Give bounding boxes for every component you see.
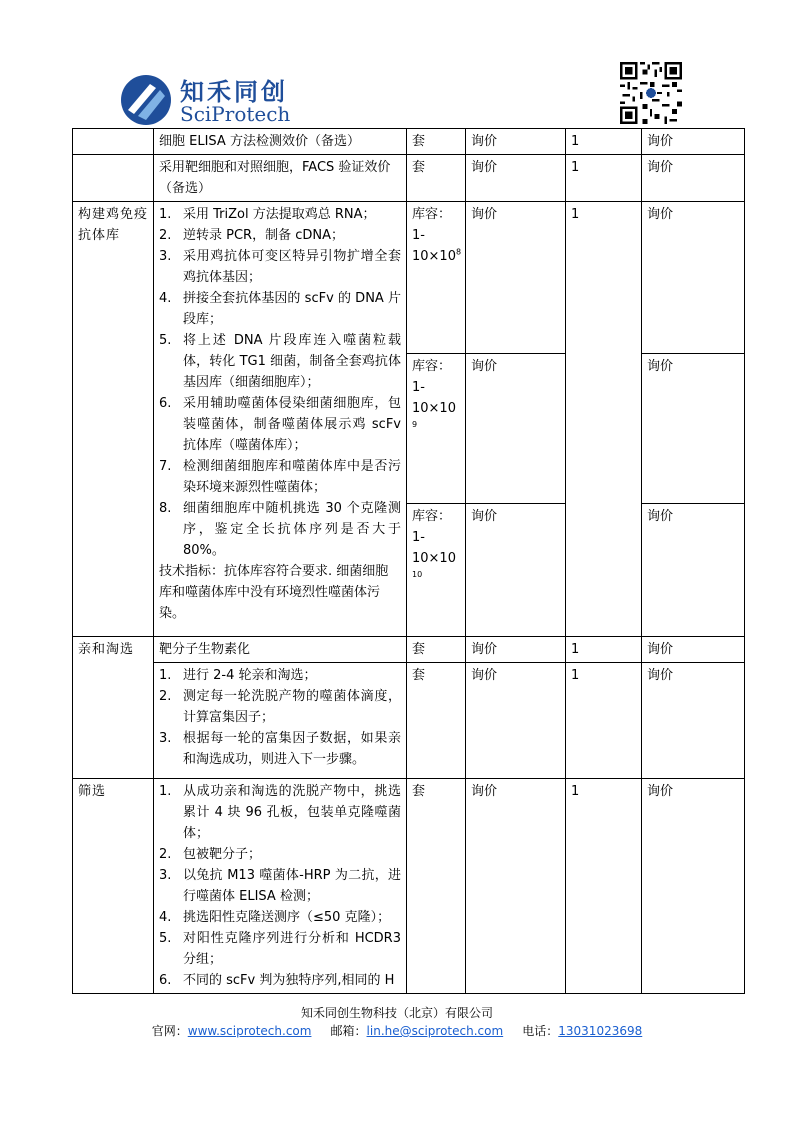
- step-text: 对阳性克隆序列进行分析和 HCDR3 分组；: [183, 931, 401, 967]
- step-text: 测定每一轮洗脱产物的噬菌体滴度，计算富集因子；: [183, 689, 401, 725]
- list-item: [159, 393, 401, 456]
- capacity-exponent: 8: [455, 247, 462, 257]
- step-text: 逆转录 PCR，制备 cDNA；: [183, 228, 344, 243]
- step-text: 将上述 DNA 片段库连入噬菌粒载体，转化 TG1 细菌，制备全套鸡抗体基因库（细菌细胞库）；: [183, 333, 401, 390]
- category-cell: [73, 129, 154, 155]
- logo-english-name: SciProtech: [180, 102, 291, 126]
- step-number: 8.: [159, 501, 172, 516]
- step-text: 以兔抗 M13 噬菌体-HRP 为二抗，进行噬菌体 ELISA 检测；: [183, 868, 401, 904]
- price-cell: 询价: [466, 637, 566, 663]
- price-cell: 询价: [466, 202, 566, 354]
- unit-cell: 套: [407, 155, 466, 202]
- step-number: 3.: [159, 249, 172, 264]
- list-item: [159, 665, 401, 686]
- capacity-exponent: 9: [412, 420, 418, 429]
- category-cell: [73, 155, 154, 202]
- unit-cell: 套: [407, 779, 466, 994]
- step-number: 3.: [159, 731, 172, 746]
- step-number: 7.: [159, 459, 172, 474]
- total-cell: 询价: [642, 637, 745, 663]
- list-item: [159, 686, 401, 728]
- table-row: [73, 663, 745, 779]
- step-text: 进行 2-4 轮亲和淘选；: [183, 668, 317, 683]
- price-cell: 询价: [466, 129, 566, 155]
- phone-link[interactable]: 13031023698: [558, 1024, 643, 1038]
- footer-company: 知禾同创生物科技（北京）有限公司: [300, 1006, 493, 1020]
- panning-steps-list: [159, 665, 401, 770]
- item-cell: [154, 779, 407, 994]
- qty-cell: 1: [566, 779, 642, 994]
- item-cell: [154, 663, 407, 779]
- step-text: 检测细菌细胞库和噬菌体库中是否污染环境来源烈性噬菌体；: [183, 459, 401, 495]
- step-number: 2.: [159, 847, 172, 862]
- step-number: 2.: [159, 689, 172, 704]
- category-cell: 筛选: [73, 779, 154, 994]
- total-cell: 询价: [642, 779, 745, 994]
- item-cell: [154, 202, 407, 637]
- unit-cell: 套: [407, 637, 466, 663]
- step-text: 根据每一轮的富集因子数据，如果亲和淘选成功，则进入下一步骤。: [183, 731, 401, 767]
- total-cell: 询价: [642, 202, 745, 354]
- step-number: 5.: [159, 931, 172, 946]
- site-label: 官网：: [151, 1024, 188, 1038]
- unit-cell: 套: [407, 663, 466, 779]
- list-item: [159, 246, 401, 288]
- table-row: [73, 155, 745, 202]
- list-item: [159, 288, 401, 330]
- step-number: 6.: [159, 973, 172, 988]
- list-item: [159, 225, 401, 246]
- step-number: 1.: [159, 668, 172, 683]
- capacity-text: 库容：1-10×10: [412, 359, 456, 416]
- list-item: [159, 907, 401, 928]
- item-cell: 采用靶细胞和对照细胞，FACS 验证效价（备选）: [154, 155, 407, 202]
- step-number: 4.: [159, 291, 172, 306]
- list-item: [159, 728, 401, 770]
- price-cell: 询价: [466, 354, 566, 504]
- total-cell: 询价: [642, 155, 745, 202]
- total-cell: 询价: [642, 663, 745, 779]
- price-cell: 询价: [466, 504, 566, 637]
- category-cell: 亲和淘选: [73, 637, 154, 779]
- tel-label: 电话：: [522, 1024, 559, 1038]
- website-link[interactable]: www.sciprotech.com: [187, 1024, 312, 1038]
- step-text: 挑选阳性克隆送测序（≤50 克隆）；: [183, 910, 391, 925]
- step-text: 细菌细胞库中随机挑选 30 个克隆测序，鉴定全长抗体序列是否大于 80%。: [183, 501, 401, 558]
- list-item: [159, 330, 401, 393]
- qty-cell: 1: [566, 663, 642, 779]
- capacity-text: 库容：1-10×10: [412, 207, 456, 264]
- price-cell: 询价: [466, 663, 566, 779]
- list-item: [159, 781, 401, 844]
- capacity-cell: [407, 202, 466, 354]
- category-cell: 构建鸡免疫抗体库: [73, 202, 154, 637]
- step-text: 包被靶分子；: [183, 847, 262, 862]
- list-item: [159, 456, 401, 498]
- qty-cell: 1: [566, 202, 642, 637]
- step-text: 采用 TriZol 方法提取鸡总 RNA；: [183, 207, 376, 222]
- capacity-cell: [407, 354, 466, 504]
- step-text: 采用辅助噬菌体侵染细菌细胞库，包装噬菌体，制备噬菌体展示鸡 scFv 抗体库（噬菌体库）；: [183, 396, 401, 453]
- qty-cell: 1: [566, 129, 642, 155]
- footer-contact: [0, 1022, 794, 1039]
- qty-cell: 1: [566, 155, 642, 202]
- step-text: 拼接全套抗体基因的 scFv 的 DNA 片段库；: [183, 291, 401, 327]
- capacity-exponent: 10: [412, 570, 423, 579]
- list-item: [159, 204, 401, 225]
- tech-note: 技术指标：抗体库容符合要求. 细菌细胞库和噬菌体库中没有环境烈性噬菌体污染。: [159, 564, 389, 621]
- step-number: 6.: [159, 396, 172, 411]
- price-cell: 询价: [466, 155, 566, 202]
- logo-chinese-name: 知禾同创: [180, 78, 288, 106]
- email-link[interactable]: lin.he@sciprotech.com: [366, 1024, 504, 1038]
- capacity-cell: [407, 504, 466, 637]
- step-number: 1.: [159, 207, 172, 222]
- price-cell: 询价: [466, 779, 566, 994]
- item-cell: 靶分子生物素化: [154, 637, 407, 663]
- qr-code-icon: [620, 62, 682, 124]
- total-cell: 询价: [642, 129, 745, 155]
- list-item: [159, 928, 401, 970]
- list-item: [159, 498, 401, 561]
- table-row: [73, 202, 745, 354]
- unit-cell: 套: [407, 129, 466, 155]
- library-steps-list: [159, 204, 401, 561]
- table-row: [73, 129, 745, 155]
- list-item: [159, 865, 401, 907]
- step-number: 3.: [159, 868, 172, 883]
- company-logo: [118, 68, 291, 130]
- step-number: 2.: [159, 228, 172, 243]
- logo-mark-icon: [120, 74, 172, 126]
- step-number: 1.: [159, 784, 172, 799]
- step-text: 采用鸡抗体可变区特异引物扩增全套鸡抗体基因；: [183, 249, 401, 285]
- table-row: [73, 779, 745, 994]
- step-text: 不同的 scFv 判为独特序列,相同的 H: [183, 973, 395, 988]
- total-cell: 询价: [642, 354, 745, 504]
- qty-cell: 1: [566, 637, 642, 663]
- item-cell: 细胞 ELISA 方法检测效价（备选）: [154, 129, 407, 155]
- step-text: 从成功亲和淘选的洗脱产物中，挑选累计 4 块 96 孔板，包装单克隆噬菌体；: [183, 784, 401, 841]
- table-row: [73, 637, 745, 663]
- step-number: 5.: [159, 333, 172, 348]
- total-cell: 询价: [642, 504, 745, 637]
- screening-steps-list: [159, 781, 401, 991]
- capacity-text: 库容：1-10×10: [412, 509, 456, 566]
- quotation-table: [72, 128, 745, 994]
- step-number: 4.: [159, 910, 172, 925]
- mail-label: 邮箱：: [330, 1024, 367, 1038]
- list-item: [159, 970, 401, 991]
- list-item: [159, 844, 401, 865]
